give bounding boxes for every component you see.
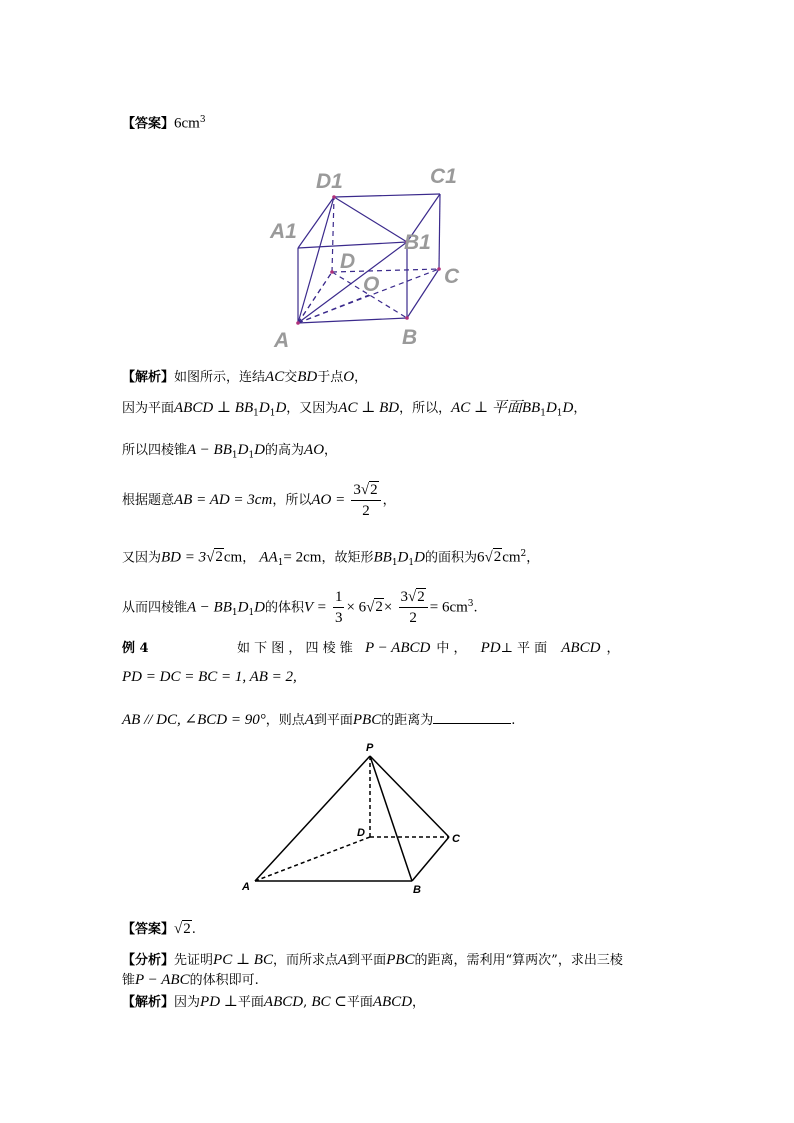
math: A − BB [187, 599, 232, 616]
math: BD = 3 [161, 549, 207, 566]
label-A: A [242, 881, 250, 893]
math: A [304, 712, 314, 728]
fenxi-line2 [122, 971, 259, 990]
analysis-tag: 【解析】 [122, 370, 175, 385]
text: 的距离，需利用“算两次”，求出三棱 [414, 953, 623, 968]
num: 3 [400, 589, 408, 606]
math: AC ⊥ BD [338, 400, 400, 416]
den: 2 [362, 503, 370, 519]
math: A [338, 952, 348, 968]
math: 6 [476, 549, 485, 566]
edge-P-B [370, 756, 412, 881]
math: ABCD [561, 640, 601, 656]
answer2-line: 【答案】√2. [122, 921, 196, 937]
edge-D1-C1 [334, 194, 440, 197]
text: 平面 [346, 995, 373, 1010]
text: 的高为 [265, 443, 305, 458]
answer-tag: 【答案】 [122, 922, 175, 937]
label-P: P [366, 742, 374, 754]
edge-B-C [407, 269, 439, 318]
math: BB [373, 549, 392, 566]
edge-A1-D1 [298, 197, 334, 248]
text: 中 ， [436, 641, 467, 656]
math: ABCD [263, 994, 304, 1010]
text: 的距离为 [381, 713, 434, 728]
fraction: $\frac{3√2}{2}$ [399, 587, 428, 628]
cube-figure [262, 160, 482, 355]
text: 的体积 [265, 600, 305, 616]
text: 平面 [237, 995, 264, 1010]
math: PD ⊥ [200, 994, 238, 1010]
analysis1-line5: 又因为BD = 3√2cm， $AA_1= 2cm$，故矩形$BB_1D_1D$的面积为$6√2cm^2$， [122, 549, 540, 568]
math: PD = DC = BC = 1, AB = 2, [122, 669, 297, 685]
text: ，所以， [399, 401, 452, 416]
answer1-line [122, 111, 206, 133]
label-A: A [274, 329, 290, 352]
text: 又因为 [122, 550, 162, 566]
math: AC ⊥ 平面BB [451, 400, 541, 416]
math: AC [265, 369, 285, 385]
dashed-A1-D [298, 272, 332, 323]
analysis1-line3 [122, 441, 337, 465]
math: ABCD ⊥ BB [174, 400, 254, 416]
text: 从而四棱锥 [122, 600, 188, 616]
fraction [333, 587, 345, 628]
edge-C-C1 [439, 194, 440, 269]
text: . [473, 600, 478, 616]
math: PC ⊥ BC [213, 952, 273, 968]
text: ， [354, 370, 368, 385]
sub: 1 [277, 557, 284, 568]
edge-A-D1 [298, 197, 334, 323]
text: ， [242, 550, 256, 566]
text: ， [573, 401, 587, 416]
sub: 1 [231, 450, 238, 461]
text: 如 下 图 ， 四 棱 锥 [237, 641, 353, 656]
radicand: 2 [370, 482, 378, 498]
math: AB = AD = 3cm [174, 492, 273, 508]
analysis-tag: 【解析】 [122, 995, 175, 1010]
text: 到平面 [347, 953, 387, 968]
math: V = [304, 599, 327, 616]
radicand: 2 [493, 549, 502, 566]
answer-blank [433, 711, 511, 724]
example-label: 例 4 [122, 641, 149, 656]
math: × 6 [346, 599, 367, 616]
label-C: C [444, 265, 460, 288]
text: 的体积即可. [189, 973, 259, 988]
math: cm [223, 549, 243, 566]
sub: 1 [408, 557, 415, 568]
math: D [237, 599, 249, 616]
math: PBC [352, 712, 382, 728]
text: 的面积为 [424, 550, 477, 566]
math: AO [304, 442, 325, 458]
den: 2 [409, 610, 417, 627]
sub: 1 [540, 408, 546, 419]
math: × [383, 599, 393, 616]
sub: 1 [231, 607, 238, 618]
math: BC ⊂ [311, 994, 347, 1010]
math: D [254, 442, 266, 458]
label-B1: B1 [404, 231, 431, 254]
math: = 6cm [429, 599, 468, 616]
edge-D1-B1 [334, 197, 407, 242]
analysis1-line6: 从而四棱锥$A - BB_1D_1D$的体积V = $\frac{1}{3}$ × 6√2× $\frac{3√2}{2}$ = $6cm^3$. [122, 589, 478, 627]
text: ， [526, 550, 540, 566]
text: 因为 [174, 995, 201, 1010]
label-D: D [340, 250, 356, 273]
label-C: C [452, 833, 460, 845]
math: PD [480, 640, 501, 656]
analysis1-line2 [122, 399, 586, 423]
sub: 1 [269, 408, 276, 419]
answer-tag: 【答案】 [122, 116, 175, 132]
example4-line1 [122, 639, 619, 658]
text: ，则点 [265, 713, 305, 728]
num: 3 [353, 482, 361, 498]
text: ，故矩形 [321, 550, 374, 566]
math: AA [259, 549, 278, 566]
text: 先证明 [174, 953, 214, 968]
text: 交 [284, 370, 298, 385]
label-B: B [413, 884, 421, 896]
sup: 3 [467, 599, 474, 609]
den: 3 [334, 610, 343, 627]
analysis2-line [122, 993, 425, 1012]
sub: 1 [391, 557, 398, 568]
math: BD [297, 369, 318, 385]
example4-line2 [122, 668, 297, 687]
text: 所以四棱锥 [122, 443, 188, 458]
analysis1-line4 [122, 478, 396, 523]
text: 到平面 [313, 713, 353, 728]
pyramid-figure [238, 740, 468, 900]
label-D1: D1 [316, 170, 343, 193]
text: . [191, 922, 196, 937]
math: D [237, 442, 249, 458]
math: D [414, 549, 425, 566]
math: O [343, 369, 355, 385]
math: = 2cm [283, 549, 322, 566]
text: 因为平面 [122, 401, 175, 416]
example4-line3 [122, 711, 515, 730]
analysis1-line1 [122, 368, 367, 387]
text: ，而所求点 [272, 953, 338, 968]
dashed-D-D1 [332, 197, 334, 272]
text: 根据题意 [122, 493, 175, 508]
label-A1: A1 [270, 220, 297, 243]
text: ， [412, 995, 426, 1010]
text: ， [606, 641, 620, 656]
math: P − ABC [135, 972, 190, 988]
label-B: B [402, 326, 418, 349]
math: AO = [311, 492, 346, 508]
fraction: $\frac{3√2}{2}$ [351, 480, 380, 521]
text: 锥 [122, 973, 136, 988]
text: , [303, 995, 312, 1010]
sub: 1 [248, 607, 255, 618]
math: A − BB [187, 442, 232, 458]
radicand: 2 [215, 549, 223, 566]
math: D [562, 400, 574, 416]
text: ，所以 [272, 493, 312, 508]
dashed-A-O [298, 295, 369, 323]
text: 如图所示，连结 [174, 370, 266, 385]
math: D [545, 400, 557, 416]
answer-value: 6cm [174, 115, 200, 132]
edge-A1-B1 [298, 242, 407, 248]
label-O: O [363, 273, 380, 296]
sup: 2 [520, 549, 527, 559]
text: ⊥ 平 面 [500, 641, 548, 656]
sub: 1 [248, 450, 255, 461]
num: 1 [333, 587, 345, 608]
edge-P-C [370, 756, 449, 837]
edge-P-A [255, 756, 370, 881]
text: . [511, 713, 516, 728]
math: D [258, 400, 270, 416]
math: AB // DC, ∠BCD = 90° [122, 712, 266, 728]
sub: 1 [556, 408, 563, 419]
text: ， [324, 443, 338, 458]
sub: 1 [253, 408, 259, 419]
radicand: 2 [417, 589, 425, 606]
math: D [397, 549, 409, 566]
label-C1: C1 [430, 165, 457, 188]
radicand: 2 [183, 921, 191, 937]
math: D [254, 599, 266, 616]
math: cm [502, 549, 521, 566]
math: PBC [386, 952, 415, 968]
math: P − ABCD [364, 640, 431, 656]
fenxi-tag: 【分析】 [122, 953, 175, 968]
math: ABCD [372, 994, 413, 1010]
dashed-A-D [255, 837, 370, 881]
edge-B-C [412, 837, 449, 881]
math: D [275, 400, 287, 416]
label-D: D [357, 827, 365, 839]
text: 于点 [317, 370, 344, 385]
text: ， [382, 493, 396, 508]
text: ，又因为 [286, 401, 339, 416]
edge-A-B [298, 318, 407, 323]
fenxi-line1 [122, 951, 623, 970]
radicand: 2 [375, 599, 383, 616]
answer-sup: 3 [199, 115, 206, 125]
